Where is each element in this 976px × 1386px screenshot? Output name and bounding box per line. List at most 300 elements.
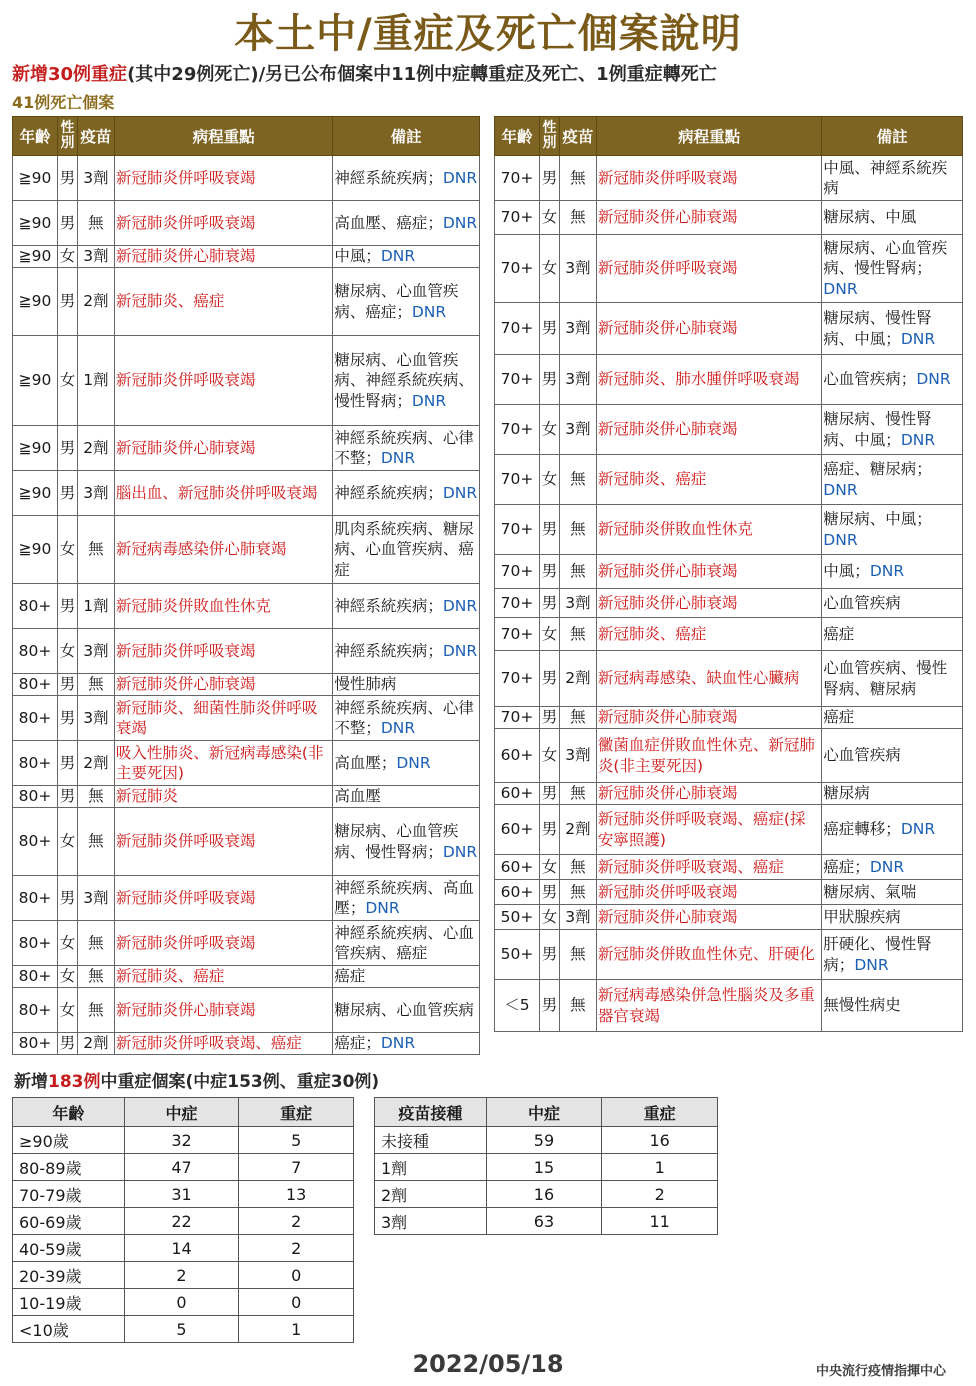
case-vaccine: 無 <box>559 505 596 555</box>
case-note: 肝硬化、慢性腎病；DNR <box>822 930 963 980</box>
case-vaccine: 無 <box>559 707 596 729</box>
case-sex: 男 <box>539 980 559 1032</box>
case-course: 新冠病毒感染併心肺衰竭 <box>114 516 332 584</box>
case-note: 神經系統疾病；DNR <box>333 156 480 201</box>
summary-moderate: 14 <box>124 1235 239 1262</box>
case-note: 神經系統疾病、心律不整；DNR <box>333 426 480 471</box>
case-age: 70+ <box>495 405 540 455</box>
case-row <box>495 455 963 505</box>
case-age: 60+ <box>495 783 540 805</box>
summary-severe: 1 <box>602 1154 718 1181</box>
case-vaccine: 3劑 <box>559 905 596 930</box>
header-age: 年齡 <box>495 117 540 156</box>
summary-severe: 0 <box>239 1289 354 1316</box>
vaccine-header-vaccine: 疫苗接種 <box>375 1098 487 1127</box>
case-course: 新冠肺炎併心肺衰竭 <box>114 674 332 696</box>
case-note: 癌症 <box>822 707 963 729</box>
summary-label: ≥90歲 <box>13 1127 125 1154</box>
summary-row <box>13 1154 354 1181</box>
case-age: 80+ <box>13 696 58 741</box>
case-age: 60+ <box>495 805 540 855</box>
case-vaccine: 無 <box>559 930 596 980</box>
case-vaccine: 無 <box>77 808 114 876</box>
case-row <box>13 426 480 471</box>
case-note: 中風、神經系統疾病 <box>822 156 963 201</box>
case-sex: 男 <box>539 156 559 201</box>
case-sex: 男 <box>539 589 559 618</box>
dnr-marker: DNR <box>869 857 905 876</box>
age-summary-table <box>12 1097 354 1343</box>
dnr-marker: DNR <box>380 449 416 467</box>
case-course: 新冠病毒感染、缺血性心臟病 <box>596 651 821 707</box>
case-note: 高血壓 <box>333 786 480 808</box>
dnr-marker: DNR <box>854 955 889 974</box>
case-note: 糖尿病、心血管疾病 <box>333 988 480 1033</box>
case-vaccine: 無 <box>559 855 596 880</box>
case-row <box>13 584 480 629</box>
case-row <box>495 783 963 805</box>
case-sex: 男 <box>57 471 77 516</box>
case-age: 60+ <box>495 855 540 880</box>
case-sex: 女 <box>539 729 559 783</box>
case-age: 80+ <box>13 966 58 988</box>
summary-label: 60-69歲 <box>13 1208 125 1235</box>
vaccine-table-header <box>375 1098 718 1127</box>
report-date: 2022/05/18 <box>412 1350 564 1378</box>
case-vaccine: 無 <box>77 201 114 246</box>
vaccine-summary-table <box>374 1097 718 1235</box>
case-note: 糖尿病、中風 <box>822 201 963 235</box>
summary-label: 40-59歲 <box>13 1235 125 1262</box>
case-age: ≧90 <box>13 516 58 584</box>
case-vaccine: 3劑 <box>77 876 114 921</box>
case-age: 60+ <box>495 880 540 905</box>
case-age: 70+ <box>495 555 540 589</box>
case-age: ≧90 <box>13 268 58 336</box>
case-vaccine: 3劑 <box>559 355 596 405</box>
case-note: 心血管疾病 <box>822 729 963 783</box>
case-sex: 男 <box>57 1033 77 1055</box>
case-row <box>13 1033 480 1055</box>
dnr-marker: DNR <box>869 562 905 581</box>
case-row <box>13 696 480 741</box>
case-row <box>495 707 963 729</box>
summary-row <box>13 1316 354 1343</box>
dnr-marker: DNR <box>900 329 936 348</box>
age-header-age: 年齡 <box>13 1098 125 1127</box>
case-note: 高血壓、癌症；DNR <box>333 201 480 246</box>
case-vaccine: 無 <box>559 618 596 651</box>
summary-severe: 5 <box>239 1127 354 1154</box>
summary-row <box>13 1208 354 1235</box>
summary-row <box>13 1181 354 1208</box>
case-sex: 男 <box>57 201 77 246</box>
case-note: 心血管疾病；DNR <box>822 355 963 405</box>
case-row <box>13 988 480 1033</box>
age-table-body <box>13 1127 354 1343</box>
new-cases-count: 183例 <box>48 1072 101 1092</box>
case-sex: 男 <box>539 707 559 729</box>
case-age: 80+ <box>13 741 58 786</box>
summary-label: 2劑 <box>375 1181 487 1208</box>
case-vaccine: 3劑 <box>559 303 596 355</box>
case-course: 吸入性肺炎、新冠病毒感染(非主要死因) <box>114 741 332 786</box>
case-sex: 男 <box>539 355 559 405</box>
case-vaccine: 1劑 <box>77 336 114 426</box>
case-vaccine: 無 <box>559 555 596 589</box>
case-age: 70+ <box>495 651 540 707</box>
summary-moderate: 22 <box>124 1208 239 1235</box>
case-age: 70+ <box>495 235 540 303</box>
case-row <box>13 741 480 786</box>
header-age: 年齡 <box>13 117 58 156</box>
case-vaccine: 無 <box>77 988 114 1033</box>
case-row <box>13 471 480 516</box>
header-course: 病程重點 <box>596 117 821 156</box>
summary-row <box>13 1127 354 1154</box>
summary-row <box>375 1181 718 1208</box>
case-age: ≧90 <box>13 336 58 426</box>
case-row <box>495 589 963 618</box>
case-course: 新冠肺炎併心肺衰竭 <box>596 707 821 729</box>
summary-label: 3劑 <box>375 1208 487 1235</box>
summary-moderate: 32 <box>124 1127 239 1154</box>
case-vaccine: 3劑 <box>77 156 114 201</box>
case-sex: 男 <box>539 805 559 855</box>
case-row <box>13 629 480 674</box>
dnr-marker: DNR <box>365 899 400 917</box>
vaccine-table-body <box>375 1127 718 1235</box>
case-sex: 女 <box>539 405 559 455</box>
case-age: 70+ <box>495 201 540 235</box>
case-course: 新冠肺炎併呼吸衰竭 <box>114 921 332 966</box>
case-age: 70+ <box>495 505 540 555</box>
right-table-body <box>495 156 963 1032</box>
summary-severe: 2 <box>239 1208 354 1235</box>
case-age: 80+ <box>13 674 58 696</box>
case-sex: 男 <box>57 741 77 786</box>
summary-row <box>13 1289 354 1316</box>
summary-severe: 0 <box>239 1262 354 1289</box>
case-note: 神經系統疾病、心血管疾病、癌症 <box>333 921 480 966</box>
right-cases-table <box>494 116 963 1032</box>
dnr-marker: DNR <box>380 1034 416 1053</box>
case-course: 新冠肺炎併心肺衰竭 <box>114 988 332 1033</box>
organization-name: 中央流行疫情指揮中心 <box>815 1364 946 1379</box>
case-vaccine: 無 <box>77 921 114 966</box>
subtitle <box>12 60 717 86</box>
case-vaccine: 2劑 <box>77 426 114 471</box>
summary-row <box>375 1154 718 1181</box>
case-note: 高血壓；DNR <box>333 741 480 786</box>
case-sex: 女 <box>539 618 559 651</box>
case-vaccine: 3劑 <box>77 629 114 674</box>
case-course: 新冠肺炎、肺水腫併呼吸衰竭 <box>596 355 821 405</box>
case-age: 80+ <box>13 786 58 808</box>
case-vaccine: 2劑 <box>77 1033 114 1055</box>
case-sex: 男 <box>539 783 559 805</box>
case-sex: 女 <box>539 201 559 235</box>
case-note: 糖尿病 <box>822 783 963 805</box>
case-row <box>13 201 480 246</box>
case-course: 新冠肺炎併敗血性休克、肝硬化 <box>596 930 821 980</box>
case-note: 慢性肺病 <box>333 674 480 696</box>
summary-severe: 2 <box>602 1181 718 1208</box>
case-row <box>13 876 480 921</box>
case-note: 癌症；DNR <box>822 855 963 880</box>
case-age: 70+ <box>495 618 540 651</box>
dnr-marker: DNR <box>411 302 447 321</box>
case-sex: 男 <box>57 876 77 921</box>
case-sex: 女 <box>57 246 77 268</box>
case-note: 神經系統疾病；DNR <box>333 629 480 674</box>
dnr-marker: DNR <box>823 480 858 499</box>
case-age: 80+ <box>13 876 58 921</box>
vaccine-header-moderate: 中症 <box>486 1098 602 1127</box>
summary-row <box>13 1235 354 1262</box>
age-header-severe: 重症 <box>239 1098 354 1127</box>
case-age: ＜5 <box>495 980 540 1032</box>
case-age: ≧90 <box>13 156 58 201</box>
dnr-marker: DNR <box>442 483 478 502</box>
case-age: 80+ <box>13 584 58 629</box>
case-course: 新冠肺炎併呼吸衰竭 <box>114 629 332 674</box>
case-note: 神經系統疾病；DNR <box>333 584 480 629</box>
case-age: 60+ <box>495 729 540 783</box>
case-course: 新冠肺炎併呼吸衰竭、癌症(採安寧照護) <box>596 805 821 855</box>
case-age: 80+ <box>13 921 58 966</box>
case-vaccine: 無 <box>77 674 114 696</box>
case-note: 神經系統疾病、心律不整；DNR <box>333 696 480 741</box>
dnr-marker: DNR <box>442 641 478 660</box>
case-vaccine: 3劑 <box>77 246 114 268</box>
case-course: 新冠病毒感染併急性腦炎及多重器官衰竭 <box>596 980 821 1032</box>
dnr-marker: DNR <box>442 842 478 861</box>
case-sex: 男 <box>57 426 77 471</box>
summary-moderate: 2 <box>124 1262 239 1289</box>
case-sex: 女 <box>539 235 559 303</box>
age-table-header <box>13 1098 354 1127</box>
case-course: 新冠肺炎、癌症 <box>596 618 821 651</box>
header-course: 病程重點 <box>114 117 332 156</box>
case-vaccine: 無 <box>559 201 596 235</box>
case-row <box>495 405 963 455</box>
case-course: 新冠肺炎併呼吸衰竭 <box>114 336 332 426</box>
case-vaccine: 無 <box>559 455 596 505</box>
case-vaccine: 3劑 <box>559 589 596 618</box>
case-note: 癌症 <box>822 618 963 651</box>
case-course: 新冠肺炎併呼吸衰竭、癌症 <box>596 855 821 880</box>
case-sex: 女 <box>57 921 77 966</box>
case-row <box>13 516 480 584</box>
case-row <box>495 505 963 555</box>
summary-moderate: 31 <box>124 1181 239 1208</box>
case-note: 無慢性病史 <box>822 980 963 1032</box>
case-row <box>13 786 480 808</box>
summary-label: 1劑 <box>375 1154 487 1181</box>
header-sex <box>539 117 559 156</box>
case-vaccine: 無 <box>77 966 114 988</box>
case-row <box>495 980 963 1032</box>
summary-row <box>13 1262 354 1289</box>
case-vaccine: 1劑 <box>77 584 114 629</box>
case-note: 中風；DNR <box>822 555 963 589</box>
summary-label: 80-89歲 <box>13 1154 125 1181</box>
case-course: 新冠肺炎併心肺衰竭 <box>596 405 821 455</box>
dnr-marker: DNR <box>900 820 936 839</box>
case-vaccine: 2劑 <box>77 741 114 786</box>
summary-moderate: 16 <box>486 1181 602 1208</box>
case-sex: 女 <box>539 855 559 880</box>
summary-moderate: 63 <box>486 1208 602 1235</box>
case-course: 新冠肺炎併呼吸衰竭 <box>114 876 332 921</box>
summary-label: 未接種 <box>375 1127 487 1154</box>
summary-moderate: 47 <box>124 1154 239 1181</box>
dnr-marker: DNR <box>442 596 478 615</box>
case-vaccine: 無 <box>559 156 596 201</box>
dnr-marker: DNR <box>411 391 447 410</box>
left-table-body <box>13 156 480 1055</box>
case-sex: 女 <box>539 455 559 505</box>
case-row <box>13 156 480 201</box>
deaths-label: 41例死亡個案 <box>12 93 115 112</box>
left-table-header <box>13 117 480 156</box>
case-row <box>495 880 963 905</box>
summary-severe: 13 <box>239 1181 354 1208</box>
case-row <box>13 268 480 336</box>
case-sex: 男 <box>539 303 559 355</box>
case-course: 新冠肺炎併心肺衰竭 <box>596 589 821 618</box>
case-sex: 女 <box>539 905 559 930</box>
vaccine-header-severe: 重症 <box>602 1098 718 1127</box>
case-course: 新冠肺炎併呼吸衰竭 <box>114 808 332 876</box>
header-vaccine: 疫苗 <box>77 117 114 156</box>
summary-moderate: 59 <box>486 1127 602 1154</box>
case-course: 新冠肺炎併呼吸衰竭 <box>596 235 821 303</box>
case-vaccine: 無 <box>559 783 596 805</box>
summary-label: 10-19歲 <box>13 1289 125 1316</box>
case-age: 50+ <box>495 930 540 980</box>
case-age: 70+ <box>495 455 540 505</box>
case-row <box>495 618 963 651</box>
case-note: 癌症；DNR <box>333 1033 480 1055</box>
case-vaccine: 3劑 <box>559 405 596 455</box>
case-row <box>495 905 963 930</box>
case-sex: 男 <box>57 156 77 201</box>
case-course: 新冠肺炎併心肺衰竭 <box>114 426 332 471</box>
dnr-marker: DNR <box>900 430 936 449</box>
case-note: 糖尿病、心血管疾病、癌症；DNR <box>333 268 480 336</box>
case-row <box>13 246 480 268</box>
case-course: 新冠肺炎併心肺衰竭 <box>596 783 821 805</box>
case-course: 新冠肺炎併敗血性休克 <box>596 505 821 555</box>
case-sex: 女 <box>57 629 77 674</box>
case-note: 甲狀腺疾病 <box>822 905 963 930</box>
case-vaccine: 無 <box>77 786 114 808</box>
case-vaccine: 3劑 <box>77 471 114 516</box>
case-vaccine: 無 <box>559 980 596 1032</box>
case-vaccine: 3劑 <box>77 696 114 741</box>
new-cases-title <box>14 1067 379 1092</box>
case-vaccine: 無 <box>559 880 596 905</box>
dnr-marker: DNR <box>380 719 416 737</box>
case-sex: 男 <box>57 674 77 696</box>
case-age: ≧90 <box>13 246 58 268</box>
case-sex: 男 <box>539 880 559 905</box>
case-course: 新冠肺炎併心肺衰竭 <box>596 905 821 930</box>
case-row <box>495 930 963 980</box>
case-sex: 男 <box>539 930 559 980</box>
case-sex: 男 <box>539 651 559 707</box>
header-sex-label: 性別 <box>60 120 75 151</box>
dnr-marker: DNR <box>823 530 858 549</box>
header-sex-label: 性別 <box>542 120 557 151</box>
header-vaccine: 疫苗 <box>559 117 596 156</box>
case-note: 糖尿病、心血管疾病、慢性腎病；DNR <box>333 808 480 876</box>
case-note: 神經系統疾病、高血壓；DNR <box>333 876 480 921</box>
case-age: 70+ <box>495 707 540 729</box>
page-title: 本土中/重症及死亡個案說明 <box>234 11 742 57</box>
case-course: 新冠肺炎併心肺衰竭 <box>596 555 821 589</box>
case-row <box>495 855 963 880</box>
case-course: 新冠肺炎併敗血性休克 <box>114 584 332 629</box>
new-cases-suffix: 中重症個案(中症153例、重症30例) <box>100 1072 380 1092</box>
case-age: 50+ <box>495 905 540 930</box>
summary-label: 20-39歲 <box>13 1262 125 1289</box>
case-note: 心血管疾病、慢性腎病、糖尿病 <box>822 651 963 707</box>
case-note: 癌症 <box>333 966 480 988</box>
subtitle-rest: (其中29例死亡)/另已公布個案中11例中症轉重症及死亡、1例重症轉死亡 <box>127 64 717 85</box>
new-cases-prefix: 新增 <box>14 1072 48 1092</box>
case-row <box>495 355 963 405</box>
case-course: 新冠肺炎、癌症 <box>114 268 332 336</box>
case-vaccine: 2劑 <box>559 651 596 707</box>
summary-severe: 11 <box>602 1208 718 1235</box>
summary-moderate: 5 <box>124 1316 239 1343</box>
case-row <box>495 235 963 303</box>
subtitle-highlight: 新增30例重症 <box>12 64 128 85</box>
case-age: 80+ <box>13 629 58 674</box>
case-note: 肌肉系統疾病、糖尿病、心血管疾病、癌症 <box>333 516 480 584</box>
case-sex: 男 <box>57 268 77 336</box>
case-vaccine: 3劑 <box>559 235 596 303</box>
case-age: 70+ <box>495 355 540 405</box>
summary-moderate: 15 <box>486 1154 602 1181</box>
case-row <box>13 921 480 966</box>
summary-severe: 16 <box>602 1127 718 1154</box>
summary-row <box>375 1127 718 1154</box>
case-row <box>13 336 480 426</box>
case-sex: 女 <box>57 988 77 1033</box>
case-sex: 男 <box>57 696 77 741</box>
case-sex: 女 <box>57 966 77 988</box>
case-note: 糖尿病、心血管疾病、慢性腎病；DNR <box>822 235 963 303</box>
case-note: 癌症轉移；DNR <box>822 805 963 855</box>
case-row <box>495 651 963 707</box>
case-row <box>13 808 480 876</box>
dnr-marker: DNR <box>380 247 416 266</box>
case-row <box>495 156 963 201</box>
header-note: 備註 <box>333 117 480 156</box>
case-row <box>495 805 963 855</box>
case-course: 新冠肺炎併呼吸衰竭 <box>114 201 332 246</box>
case-course: 新冠肺炎併心肺衰竭 <box>114 246 332 268</box>
summary-severe: 2 <box>239 1235 354 1262</box>
case-course: 新冠肺炎、癌症 <box>114 966 332 988</box>
case-note: 神經系統疾病；DNR <box>333 471 480 516</box>
case-sex: 男 <box>57 786 77 808</box>
case-course: 新冠肺炎併呼吸衰竭、癌症 <box>114 1033 332 1055</box>
